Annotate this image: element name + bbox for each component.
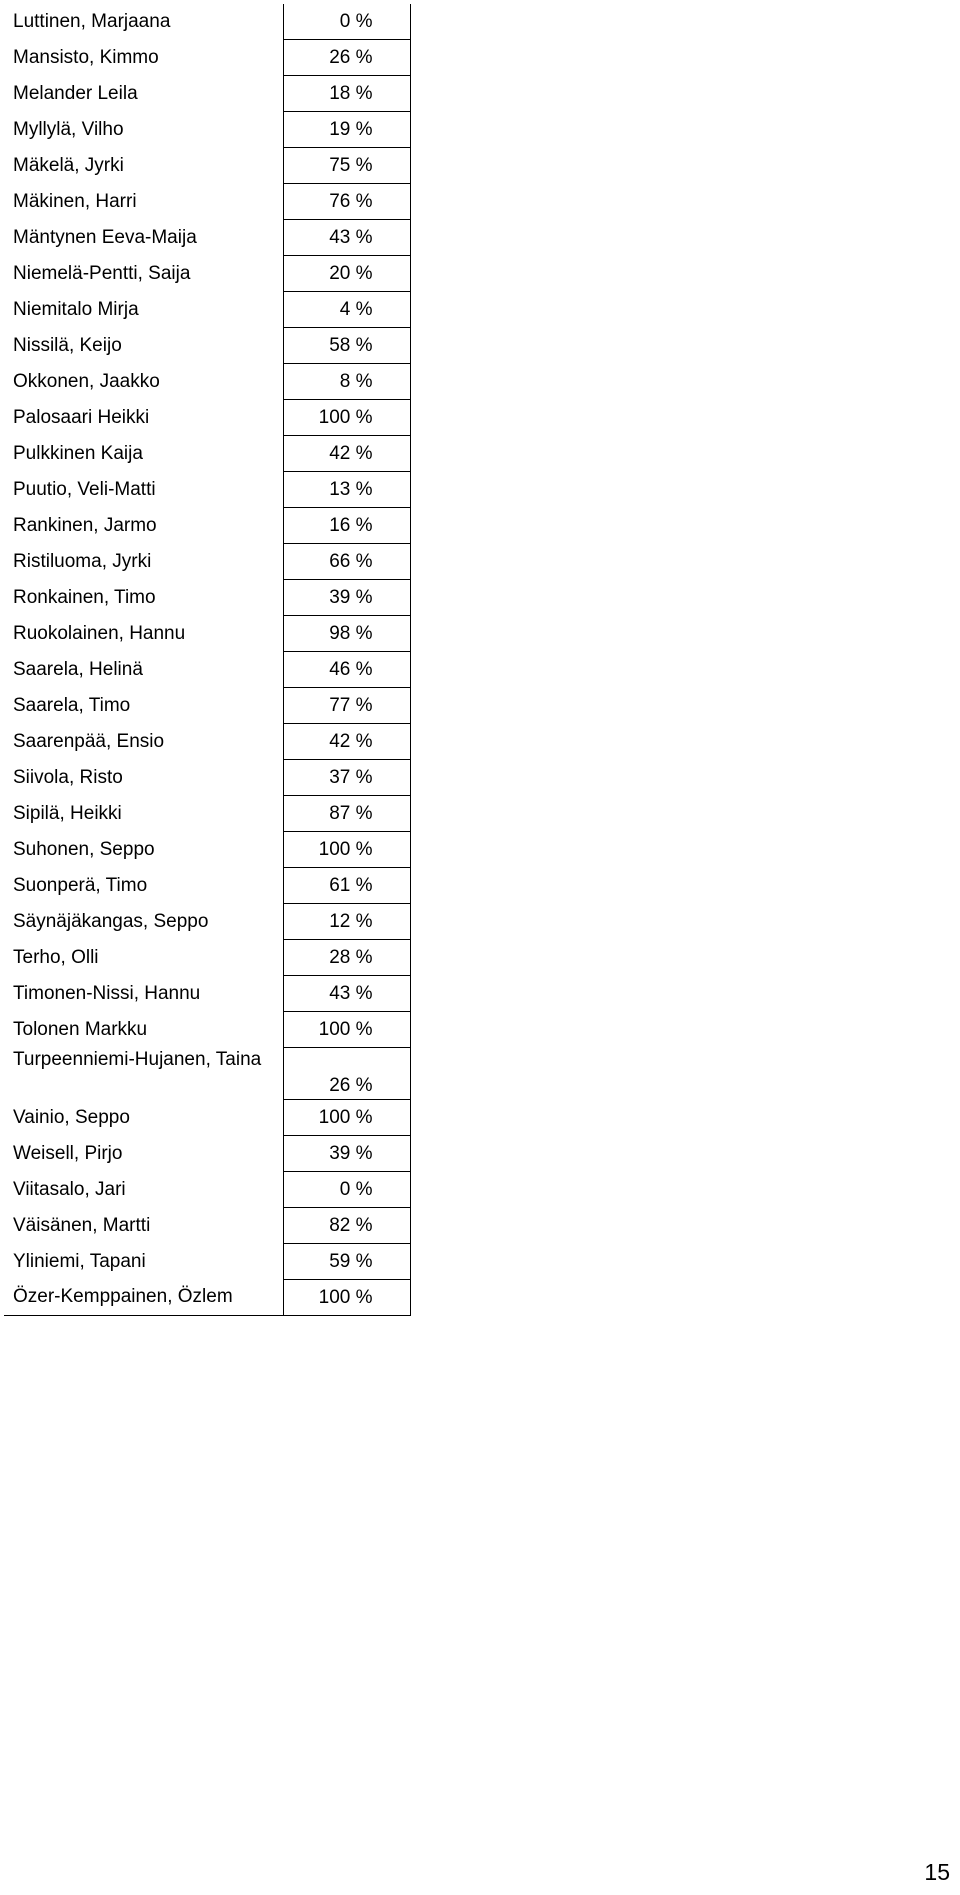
person-name: Pulkkinen Kaija [4,436,283,472]
table-body [4,4,410,1316]
percentage-value: 18 % [283,76,410,112]
table-row [4,508,410,544]
table-row [4,400,410,436]
percentage-value: 66 % [283,544,410,580]
table-row [4,832,410,868]
person-name: Saarela, Helinä [4,652,283,688]
person-name: Turpeenniemi-Hujanen, Taina [4,1048,283,1100]
percentage-value: 100 % [283,1100,410,1136]
percentage-value: 8 % [283,364,410,400]
percentage-value: 59 % [283,1244,410,1280]
percentage-value: 42 % [283,724,410,760]
person-name: Vainio, Seppo [4,1100,283,1136]
table-row [4,220,410,256]
percentage-value: 43 % [283,220,410,256]
percentage-value: 58 % [283,328,410,364]
percentage-value: 43 % [283,976,410,1012]
table-row [4,1208,410,1244]
percentage-value: 100 % [283,1012,410,1048]
person-name: Mäkinen, Harri [4,184,283,220]
person-name: Okkonen, Jaakko [4,364,283,400]
percentage-value: 100 % [283,832,410,868]
table-row [4,796,410,832]
percentage-value: 12 % [283,904,410,940]
person-name: Timonen-Nissi, Hannu [4,976,283,1012]
person-name: Viitasalo, Jari [4,1172,283,1208]
percentage-value: 61 % [283,868,410,904]
percentage-value: 87 % [283,796,410,832]
table-row [4,688,410,724]
table-row [4,4,410,40]
table-row [4,724,410,760]
person-name: Tolonen Markku [4,1012,283,1048]
percentage-value: 28 % [283,940,410,976]
person-name: Mäntynen Eeva-Maija [4,220,283,256]
person-name: Sipilä, Heikki [4,796,283,832]
table-row [4,976,410,1012]
person-name: Suhonen, Seppo [4,832,283,868]
percentage-value: 19 % [283,112,410,148]
person-name: Niemitalo Mirja [4,292,283,328]
table-row [4,40,410,76]
table-row [4,940,410,976]
person-name: Saarela, Timo [4,688,283,724]
percentage-table-container [4,4,410,1316]
percentage-value: 39 % [283,580,410,616]
person-name: Weisell, Pirjo [4,1136,283,1172]
percentage-value: 82 % [283,1208,410,1244]
percentage-value: 76 % [283,184,410,220]
percentage-value: 100 % [283,400,410,436]
percentage-value: 98 % [283,616,410,652]
person-name: Puutio, Veli-Matti [4,472,283,508]
percentage-value: 100 % [283,1280,410,1316]
table-row [4,472,410,508]
percentage-value: 42 % [283,436,410,472]
person-name: Rankinen, Jarmo [4,508,283,544]
table-row [4,1172,410,1208]
person-name: Luttinen, Marjaana [4,4,283,40]
table-row [4,868,410,904]
table-row [4,904,410,940]
person-name: Mansisto, Kimmo [4,40,283,76]
person-name: Myllylä, Vilho [4,112,283,148]
table-row [4,1280,410,1316]
percentage-value: 26 % [283,40,410,76]
person-name: Säynäjäkangas, Seppo [4,904,283,940]
person-name: Väisänen, Martti [4,1208,283,1244]
table-row [4,1048,410,1100]
table-row [4,184,410,220]
percentage-value: 39 % [283,1136,410,1172]
person-name: Suonperä, Timo [4,868,283,904]
person-name: Palosaari Heikki [4,400,283,436]
person-name: Nissilä, Keijo [4,328,283,364]
table-row [4,328,410,364]
person-name: Niemelä-Pentti, Saija [4,256,283,292]
person-name: Siivola, Risto [4,760,283,796]
person-name: Terho, Olli [4,940,283,976]
person-name: Mäkelä, Jyrki [4,148,283,184]
table-row [4,760,410,796]
percentage-value: 75 % [283,148,410,184]
person-name: Ronkainen, Timo [4,580,283,616]
table-row [4,148,410,184]
table-row [4,436,410,472]
table-row [4,616,410,652]
person-name: Ristiluoma, Jyrki [4,544,283,580]
table-row [4,580,410,616]
person-name: Melander Leila [4,76,283,112]
table-row [4,544,410,580]
percentage-value: 46 % [283,652,410,688]
percentage-table [4,4,411,1316]
table-row [4,1012,410,1048]
percentage-value: 20 % [283,256,410,292]
percentage-value: 16 % [283,508,410,544]
table-row [4,256,410,292]
person-name: Saarenpää, Ensio [4,724,283,760]
page-number: 15 [924,1859,950,1885]
table-row [4,76,410,112]
percentage-value: 0 % [283,4,410,40]
table-row [4,652,410,688]
table-row [4,292,410,328]
percentage-value: 13 % [283,472,410,508]
table-row [4,364,410,400]
person-name: Yliniemi, Tapani [4,1244,283,1280]
table-row [4,1136,410,1172]
person-name: Ruokolainen, Hannu [4,616,283,652]
table-row [4,112,410,148]
percentage-value: 4 % [283,292,410,328]
percentage-value: 26 % [283,1048,410,1100]
table-row [4,1100,410,1136]
percentage-value: 77 % [283,688,410,724]
table-row [4,1244,410,1280]
percentage-value: 37 % [283,760,410,796]
percentage-value: 0 % [283,1172,410,1208]
person-name: Özer-Kemppainen, Özlem [4,1280,283,1316]
